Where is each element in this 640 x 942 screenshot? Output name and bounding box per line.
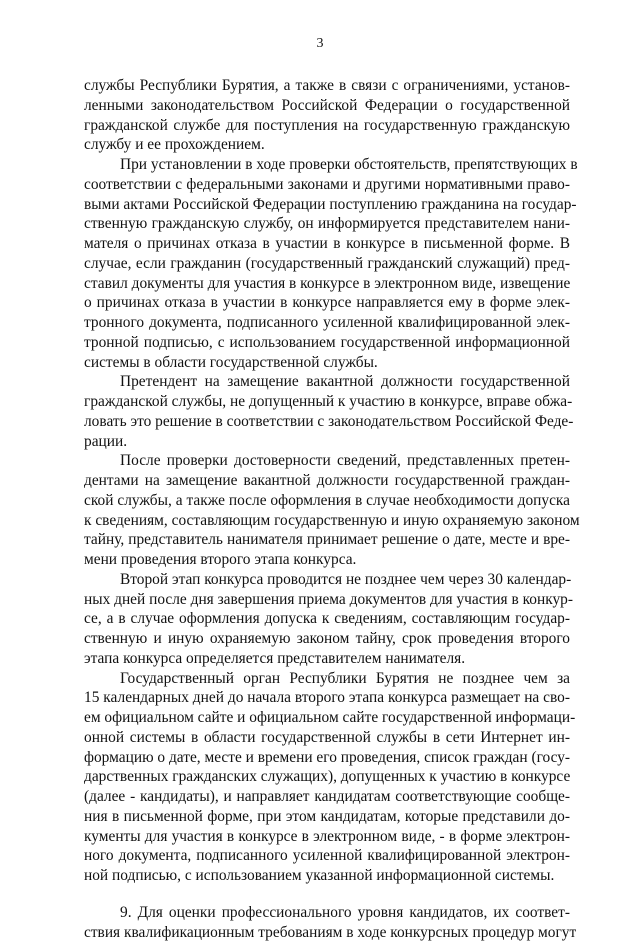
paragraph-5	[84, 570, 570, 669]
text-line: Государственный орган Республики Бурятия не позднее чем за	[84, 669, 570, 689]
text-line: формацию о дате, месте и времени его проведения, список граждан (госу-	[84, 748, 570, 768]
text-line: ем официальном сайте и официальном сайте государственной информаци-	[84, 708, 570, 728]
text-line: ственную гражданскую службу, он информируется представителем нани-	[84, 214, 570, 234]
text-line: мателя о причинах отказа в участии в конкурсе в письменной форме. В	[84, 234, 570, 254]
text-line: ской службы, а также после оформления в случае необходимости допуска	[84, 491, 570, 511]
text-line: системы в области государственной службы.	[84, 353, 570, 373]
text-line: службы Республики Бурятия, а также в связи с ограничениями, установ-	[84, 76, 570, 96]
text-line: ставил документы для участия в конкурсе в электронном виде, извещение	[84, 274, 570, 294]
text-line: ственную и иную охраняемую законом тайну, срок проведения второго	[84, 629, 570, 649]
text-line: Претендент на замещение вакантной должности государственной	[84, 372, 570, 392]
text-line: этапа конкурса определяется представителем нанимателя.	[84, 649, 570, 669]
text-line: ных дней после дня завершения приема документов для участия в конкур-	[84, 590, 570, 610]
text-line: 9. Для оценки профессионального уровня кандидатов, их соответ-	[84, 903, 570, 923]
text-line: кументы для участия в конкурсе в электронном виде, - в форме электрон-	[84, 827, 570, 847]
text-line: гражданской службе для поступления на государственную гражданскую	[84, 116, 570, 136]
text-line: тайну, представитель нанимателя принимает решение о дате, месте и вре-	[84, 530, 570, 550]
paragraph-4	[84, 451, 570, 570]
text-line: При установлении в ходе проверки обстоятельств, препятствующих в	[84, 155, 570, 175]
text-line: выми актами Российской Федерации поступлению гражданина на государ-	[84, 195, 570, 215]
text-line: ствия квалификационным требованиям в ходе конкурсных процедур могут	[84, 923, 570, 942]
paragraph-spacer	[84, 886, 570, 903]
text-line: дарственных гражданских служащих), допущенных к участию в конкурсе	[84, 767, 570, 787]
text-line: се, а в случае оформления допуска к сведениям, составляющим государ-	[84, 609, 570, 629]
text-line: онной системы в области государственной службы в сети Интернет ин-	[84, 728, 570, 748]
text-line: (далее - кандидаты), и направляет кандидатам соответствующие сообще-	[84, 787, 570, 807]
text-line: ния в письменной форме, при этом кандидатам, которые представили до-	[84, 807, 570, 827]
document-body	[84, 76, 570, 942]
text-line: соответствии с федеральными законами и другими нормативными право-	[84, 175, 570, 195]
text-line: к сведениям, составляющим государственную и иную охраняемую законом	[84, 511, 570, 531]
page-number: 3	[0, 36, 640, 52]
text-line: Второй этап конкурса проводится не позднее чем через 30 календар-	[84, 570, 570, 590]
text-line: гражданской службы, не допущенный к участию в конкурсе, вправе обжа-	[84, 392, 570, 412]
text-line: мени проведения второго этапа конкурса.	[84, 550, 570, 570]
text-line: ного документа, подписанного усиленной квалифицированной электрон-	[84, 846, 570, 866]
text-line: 15 календарных дней до начала второго этапа конкурса размещает на сво-	[84, 688, 570, 708]
paragraph-6	[84, 669, 570, 886]
text-line: тронного документа, подписанного усиленной квалифицированной элек-	[84, 313, 570, 333]
text-line: ловать это решение в соответствии с законодательством Российской Феде-	[84, 412, 570, 432]
paragraph-1	[84, 76, 570, 155]
text-line: ной подписью, с использованием указанной информационной системы.	[84, 866, 570, 886]
text-line: После проверки достоверности сведений, представленных претен-	[84, 451, 570, 471]
paragraph-2	[84, 155, 570, 372]
paragraph-3	[84, 372, 570, 451]
text-line: ленными законодательством Российской Федерации о государственной	[84, 96, 570, 116]
paragraph-7	[84, 903, 570, 942]
text-line: случае, если гражданин (государственный гражданский служащий) пред-	[84, 254, 570, 274]
text-line: рации.	[84, 432, 570, 452]
text-line: дентами на замещение вакантной должности государственной граждан-	[84, 471, 570, 491]
text-line: службу и ее прохождением.	[84, 135, 570, 155]
text-line: тронной подписью, с использованием государственной информационной	[84, 333, 570, 353]
text-line: о причинах отказа в участии в конкурсе направляется ему в форме элек-	[84, 293, 570, 313]
